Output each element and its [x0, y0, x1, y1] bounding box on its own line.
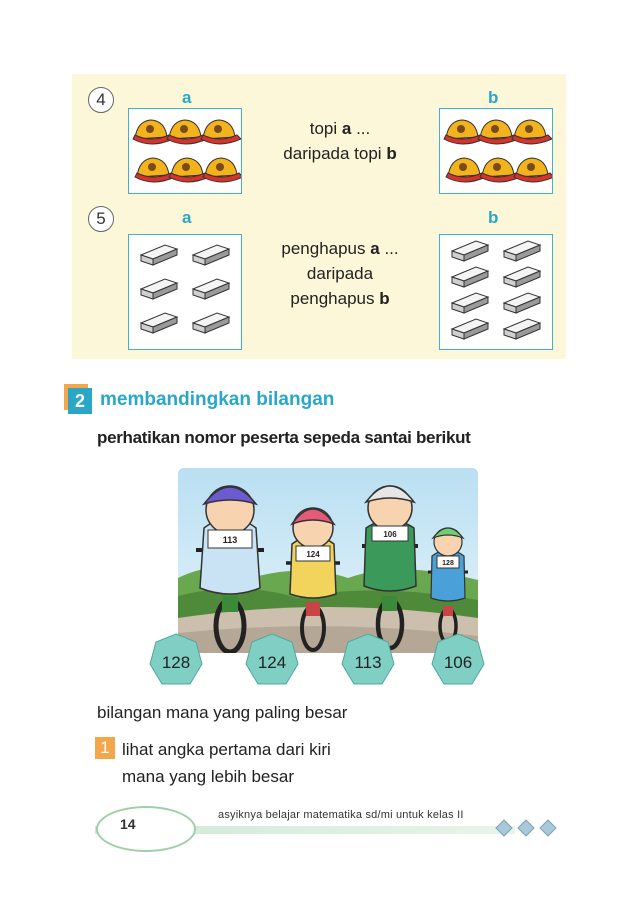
label-a-5: a	[182, 208, 192, 227]
erasers-group-a	[129, 235, 241, 349]
footer-diamonds	[494, 818, 564, 838]
step-number: 1	[95, 737, 115, 759]
number-value-2: 124	[257, 653, 287, 672]
compare-text-erasers	[255, 236, 425, 311]
number-hexagon-4	[430, 632, 486, 688]
number-hexagon-3	[340, 632, 396, 688]
eraser-icon	[141, 313, 177, 333]
exercise-number-4: 4	[88, 87, 114, 113]
cyclists-illustration	[178, 468, 478, 653]
page-number-oval	[96, 806, 196, 852]
cap-icon	[512, 120, 552, 144]
caps-text-pre: topi	[309, 119, 342, 138]
erasers-box-b	[439, 234, 553, 350]
cap-icon	[167, 120, 207, 144]
eraser-icon	[141, 245, 177, 265]
eraser-icon	[452, 319, 488, 339]
number-value-3: 113	[354, 653, 382, 672]
number-hexagon-2	[244, 632, 300, 688]
number-value-1: 128	[161, 653, 191, 672]
erasers-text-line2: daripada	[306, 264, 374, 283]
rider-number-4: 128	[442, 560, 454, 567]
eraser-icon	[452, 241, 488, 261]
caps-box-b	[439, 108, 553, 194]
cap-icon	[133, 120, 173, 144]
rider-number-2: 124	[306, 550, 320, 559]
eraser-icon	[141, 279, 177, 299]
step-line-1: lihat angka pertama dari kiri	[122, 740, 331, 759]
cap-icon	[514, 158, 552, 182]
caps-text-mid: ...	[351, 119, 371, 138]
step-line-2: mana yang lebih besar	[122, 767, 295, 786]
cap-icon	[201, 120, 241, 144]
caps-box-a	[128, 108, 242, 194]
eraser-icon	[504, 293, 540, 313]
caps-group-b	[440, 109, 552, 193]
eraser-icon	[452, 267, 488, 287]
caps-text-b: b	[386, 144, 397, 163]
cap-icon	[480, 158, 520, 182]
rider-number-3: 106	[383, 530, 397, 539]
eraser-icon	[193, 313, 229, 333]
label-b-5: b	[488, 208, 499, 227]
caps-group-a	[129, 109, 241, 193]
eraser-icon	[504, 319, 540, 339]
number-value-4: 106	[443, 653, 473, 672]
eraser-icon	[504, 241, 540, 261]
eraser-icon	[193, 279, 229, 299]
erasers-group-b	[440, 235, 552, 349]
label-b-4: b	[488, 88, 499, 107]
cap-icon	[444, 120, 484, 144]
cap-icon	[446, 158, 486, 182]
caps-text-a: a	[341, 119, 352, 138]
section-number: 2	[68, 388, 92, 414]
eraser-icon	[193, 245, 229, 265]
eraser-icon	[452, 293, 488, 313]
number-hexagon-1	[148, 632, 204, 688]
eraser-icon	[504, 267, 540, 287]
footer-text: asyiknya belajar matematika sd/mi untuk kelas II	[218, 809, 464, 821]
diamond-icon	[518, 820, 534, 836]
caps-text-line2: daripada topi	[283, 144, 387, 163]
exercise-number-5: 5	[88, 206, 114, 232]
page-number: 14	[120, 816, 136, 832]
diamond-icon	[496, 820, 512, 836]
cap-icon	[135, 158, 175, 182]
label-a-4: a	[182, 88, 192, 107]
erasers-text-a: a	[370, 239, 380, 258]
cap-icon	[203, 158, 241, 182]
erasers-text-mid: ...	[379, 239, 399, 258]
erasers-box-a	[128, 234, 242, 350]
diamond-icon	[540, 820, 556, 836]
erasers-text-line3: penghapus	[290, 289, 380, 308]
rider-number-1: 113	[222, 535, 238, 545]
erasers-text-pre: penghapus	[281, 239, 371, 258]
instruction-text: perhatikan nomor peserta sepeda santai berikut	[97, 428, 471, 447]
step-text	[122, 736, 331, 790]
question-text: bilangan mana yang paling besar	[97, 703, 348, 722]
cap-icon	[169, 158, 209, 182]
section-title: membandingkan bilangan	[100, 389, 335, 410]
cap-icon	[478, 120, 518, 144]
compare-text-caps	[255, 116, 425, 166]
erasers-text-b: b	[379, 289, 390, 308]
